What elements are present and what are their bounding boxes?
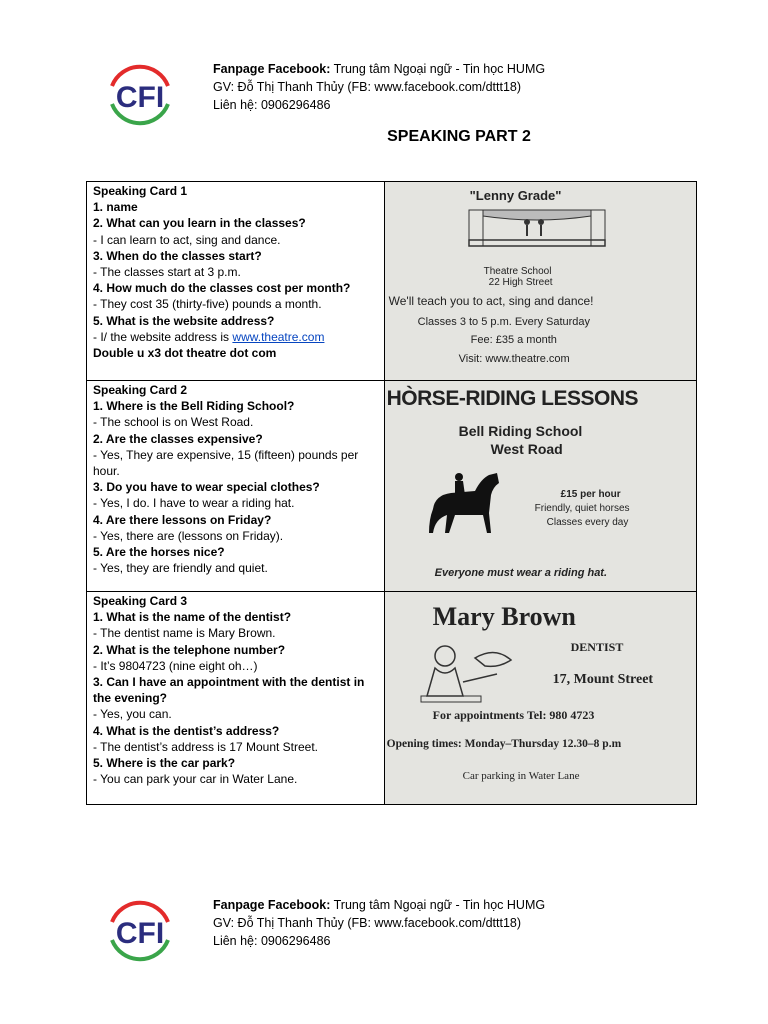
fanpage-label: Fanpage Facebook: [213, 898, 331, 912]
card-line: 2. What can you learn in the classes? [93, 216, 306, 231]
page-footer [100, 892, 700, 972]
ad-headline: HÒRSE-RIDING LESSONS [386, 387, 639, 410]
card-row [87, 381, 697, 592]
card-text [87, 592, 385, 805]
ad-line: Everyone must wear a riding hat. [434, 567, 608, 579]
card-line: 5. Are the horses nice? [93, 545, 225, 560]
card-line: 3. Do you have to wear special clothes? [93, 480, 320, 495]
fanpage-value: Trung tâm Ngoại ngữ - Tin học HUMG [330, 62, 546, 76]
teacher-line: GV: Đỗ Thị Thanh Thủy (FB: www.facebook.com/dttt18) [213, 916, 522, 930]
card-line: - The school is on West Road. [93, 415, 254, 430]
card-line: 1. Where is the Bell Riding School? [93, 399, 295, 414]
card-line: 5. What is the website address? [93, 313, 275, 328]
cfi-logo [100, 892, 180, 968]
card-line: 4. How much do the classes cost per month? [93, 281, 351, 296]
card-line: 1. name [93, 200, 138, 215]
ad-line: Visit: www.theatre.com [458, 353, 570, 365]
logo-text: CFI [115, 917, 165, 950]
theatre-ad [385, 182, 696, 380]
card-line: 5. Where is the car park? [93, 756, 236, 771]
card-title: Speaking Card 1 [93, 184, 188, 198]
website-link[interactable]: www.theatre.com [232, 329, 325, 344]
ad-line: 22 High Street [488, 277, 553, 288]
fanpage-label: Fanpage Facebook: [213, 62, 331, 76]
horse-icon [425, 469, 505, 539]
ad-line: Bell Riding School [458, 423, 583, 439]
ad-line: Friendly, quiet horses [534, 503, 630, 514]
ad-line: We'll teach you to act, sing and dance! [388, 294, 594, 308]
card-line: 4. What is the dentist’s address? [93, 723, 280, 738]
ad-line: For appointments Tel: 980 4723 [432, 708, 595, 722]
ad-line: 17, Mount Street [552, 672, 654, 687]
card-line: - Yes, they are friendly and quiet. [93, 561, 268, 576]
card-line: - Yes, there are (lessons on Friday). [93, 528, 284, 543]
card-line [93, 329, 378, 345]
ad-line: West Road [490, 441, 563, 457]
card-line: - I can learn to act, sing and dance. [93, 232, 281, 247]
card-line: - You can park your car in Water Lane. [93, 772, 298, 787]
card-row [87, 182, 697, 381]
page-title: SPEAKING PART 2 [387, 128, 531, 145]
footer-info [213, 896, 545, 950]
card-title: Speaking Card 2 [93, 383, 188, 397]
card-line: - The classes start at 3 p.m. [93, 265, 241, 280]
card-line: 1. What is the name of the dentist? [93, 610, 292, 625]
card-line: 3. Can I have an appointment with the dentist in the evening? [93, 675, 365, 706]
speaking-cards-table [86, 181, 697, 805]
page-header [100, 56, 700, 136]
card-line: 4. Are there lessons on Friday? [93, 512, 272, 527]
ad-line: Theatre School [483, 266, 552, 277]
header-info [213, 60, 545, 114]
ad-line: £15 per hour [560, 489, 621, 500]
ad-line: Car parking in Water Lane [462, 770, 580, 782]
contact-line: Liên hệ: 0906296486 [213, 934, 331, 948]
ad-line: Classes 3 to 5 p.m. Every Saturday [417, 316, 591, 328]
cfi-logo [100, 56, 180, 132]
card-image [384, 182, 696, 381]
card-line: - It’s 9804723 (nine eight oh…) [93, 658, 258, 673]
card-line: Double u x3 dot theatre dot com [93, 346, 277, 361]
contact-line: Liên hệ: 0906296486 [213, 98, 331, 112]
card-title: Speaking Card 3 [93, 594, 188, 608]
ad-name: Mary Brown [432, 602, 576, 631]
ad-line: Opening times: Monday–Thursday 12.30–8 p.m [386, 738, 622, 750]
ad-name: "Lenny Grade" [469, 188, 562, 203]
horse-riding-ad [385, 381, 696, 591]
card-line: - Yes, you can. [93, 707, 172, 722]
card-line: - The dentist’s address is 17 Mount Street. [93, 739, 319, 754]
card-image [384, 592, 696, 805]
card-line: 2. Are the classes expensive? [93, 431, 263, 446]
card-line: - Yes, I do. I have to wear a riding hat. [93, 496, 295, 511]
card-line: 2. What is the telephone number? [93, 642, 286, 657]
dentist-ad [385, 592, 696, 804]
dentist-icon [415, 638, 535, 710]
card-row [87, 592, 697, 805]
card-line: - Yes, They are expensive, 15 (fifteen) pounds per hour. [93, 447, 359, 479]
link-prefix: - I/ the website address is [93, 329, 233, 344]
teacher-line: GV: Đỗ Thị Thanh Thủy (FB: www.facebook.com/dttt18) [213, 80, 522, 94]
ad-line: DENTIST [570, 640, 624, 654]
card-line: 3. When do the classes start? [93, 248, 262, 263]
card-image [384, 381, 696, 592]
card-text [87, 182, 385, 381]
ad-line: Fee: £35 a month [470, 334, 557, 346]
card-line: - The dentist name is Mary Brown. [93, 626, 276, 641]
fanpage-value: Trung tâm Ngoại ngữ - Tin học HUMG [330, 898, 546, 912]
card-line: - They cost 35 (thirty-five) pounds a month. [93, 297, 322, 312]
card-text [87, 381, 385, 592]
stage-icon [467, 206, 607, 258]
logo-text: CFI [115, 81, 165, 114]
ad-line: Classes every day [546, 517, 629, 528]
